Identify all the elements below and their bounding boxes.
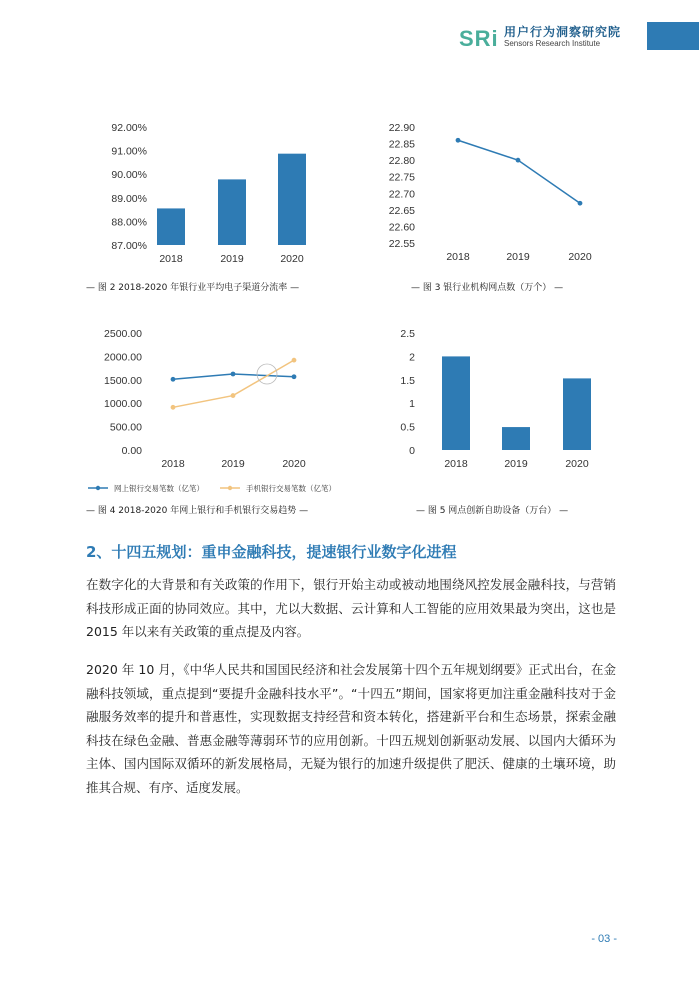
fig2-ytick-label: 87.00% — [111, 240, 147, 252]
fig2-ytick-label: 91.00% — [111, 145, 147, 158]
fig3-ytick-label: 22.55 — [388, 238, 415, 250]
fig3-series-line — [458, 140, 580, 203]
fig4-highlight-circle — [257, 364, 277, 384]
fig4-series-line — [173, 360, 294, 407]
fig2-xtick-label: 2018 — [159, 253, 183, 265]
fig3-xtick-label: 2019 — [506, 251, 530, 263]
fig2-ytick-label: 89.00% — [111, 192, 147, 205]
fig2-ytick-label: 88.00% — [111, 216, 147, 229]
figure-4-svg — [80, 322, 350, 497]
logo-mark: SRi — [459, 26, 499, 51]
fig4-ytick-label: 1000.00 — [104, 398, 142, 411]
fig4-legend-marker — [96, 486, 100, 490]
paragraph-1: 在数字化的大背景和有关政策的作用下，银行开始主动或被动地围绕风控发展金融科技，与营销科技形成正面的协同效应。其中，尤以大数据、云计算和人工智能的应用效果最为突出，这也是 2015 年以来有关政策的重点提及内容。 — [86, 577, 616, 639]
fig4-xtick-label: 2020 — [282, 458, 306, 470]
fig2-xtick-label: 2019 — [220, 253, 244, 265]
fig5-ytick-label: 0 — [409, 445, 415, 457]
fig4-legend-label: 手机银行交易笔数（亿笔） — [246, 484, 336, 493]
fig5-xtick-label: 2018 — [444, 458, 468, 470]
fig4-point — [292, 374, 297, 379]
fig4-ytick-label: 2000.00 — [104, 351, 142, 364]
fig3-ytick-label: 22.90 — [388, 122, 415, 134]
fig3-ytick-label: 22.75 — [388, 171, 415, 184]
fig5-xtick-label: 2020 — [565, 458, 589, 470]
org-name-en: Sensors Research Institute — [504, 39, 601, 48]
fig4-point — [171, 405, 176, 410]
fig2-ytick-label: 92.00% — [111, 122, 147, 134]
fig2-bar — [218, 179, 246, 245]
fig3-xtick-label: 2020 — [568, 251, 592, 263]
fig2-bar — [278, 154, 306, 245]
fig5-bar — [563, 378, 591, 450]
fig4-ytick-label: 0.00 — [121, 445, 142, 457]
fig3-ytick-label: 22.70 — [388, 188, 415, 201]
figure-5-chart — [368, 322, 628, 472]
fig4-point — [292, 358, 297, 363]
fig4-ytick-label: 500.00 — [109, 421, 142, 434]
fig5-ytick-label: 2 — [409, 351, 415, 364]
section-heading: 2、十四五规划：重申金融科技，提速银行业数字化进程 — [86, 543, 457, 561]
figure-2-chart — [80, 115, 320, 270]
fig3-ytick-label: 22.80 — [388, 155, 415, 168]
fig4-xtick-label: 2018 — [161, 458, 185, 470]
fig3-ytick-label: 22.85 — [388, 138, 415, 151]
figure-2-svg — [80, 115, 320, 270]
fig4-point — [171, 377, 176, 382]
fig3-xtick-label: 2018 — [446, 251, 470, 263]
page-number: - 03 - — [591, 933, 617, 945]
fig2-bar — [157, 208, 185, 245]
fig5-ytick-label: 1 — [409, 398, 415, 411]
paragraph-2: 2020 年 10 月，《中华人民共和国国民经济和社会发展第十四个五年规划纲要》正式出台，在金融科技领域，重点提到“要提升金融科技水平”。“十四五”期间，国家将更加注重金融科技对于金融服务效率的提升和普惠性，实现数据支持经营和资本转化，搭建新平台和生态场景，探索金融科技在绿色金融、普惠金融等薄弱环节的应用创新。十四五规划创新驱动发展、以国内大循环为主体、国内国际双循环的新发展格局，无疑为银行的加速升级提供了肥沃、健康的土壤环境，助推其合规、有序、适度发展。 — [86, 662, 616, 795]
fig3-ytick-label: 22.60 — [388, 221, 415, 234]
fig4-ytick-label: 2500.00 — [104, 328, 142, 340]
fig4-legend-marker — [228, 486, 232, 490]
fig4-xtick-label: 2019 — [221, 458, 245, 470]
fig5-bar — [502, 427, 530, 450]
fig4-point — [231, 372, 236, 377]
figure-5-caption: — 图 5 网点创新自助设备（万台） — — [416, 506, 569, 516]
org-name-cn: 用户行为洞察研究院 — [504, 25, 622, 39]
fig5-ytick-label: 2.5 — [400, 328, 415, 340]
figure-4-chart — [80, 322, 350, 497]
figure-4-caption: — 图 4 2018-2020 年网上银行和手机银行交易趋势 — — [86, 506, 309, 516]
fig4-legend-label: 网上银行交易笔数（亿笔） — [114, 484, 204, 493]
fig2-xtick-label: 2020 — [280, 253, 304, 265]
fig5-xtick-label: 2019 — [504, 458, 528, 470]
figure-3-svg — [368, 115, 628, 270]
header-accent-bar — [647, 22, 699, 50]
fig4-ytick-label: 1500.00 — [104, 374, 142, 387]
figure-3-caption: — 图 3 银行业机构网点数（万个） — — [411, 283, 564, 293]
fig3-ytick-label: 22.65 — [388, 204, 415, 217]
fig3-point — [578, 201, 583, 206]
fig3-point — [516, 158, 521, 163]
fig5-ytick-label: 1.5 — [400, 374, 415, 387]
figure-2-caption: — 图 2 2018-2020 年银行业平均电子渠道分流率 — — [86, 283, 300, 293]
fig2-ytick-label: 90.00% — [111, 169, 147, 182]
fig3-point — [456, 138, 461, 143]
figure-3-chart — [368, 115, 628, 270]
figure-5-svg — [368, 322, 628, 472]
fig5-bar — [442, 356, 470, 450]
fig5-ytick-label: 0.5 — [400, 421, 415, 434]
fig4-point — [231, 393, 236, 398]
